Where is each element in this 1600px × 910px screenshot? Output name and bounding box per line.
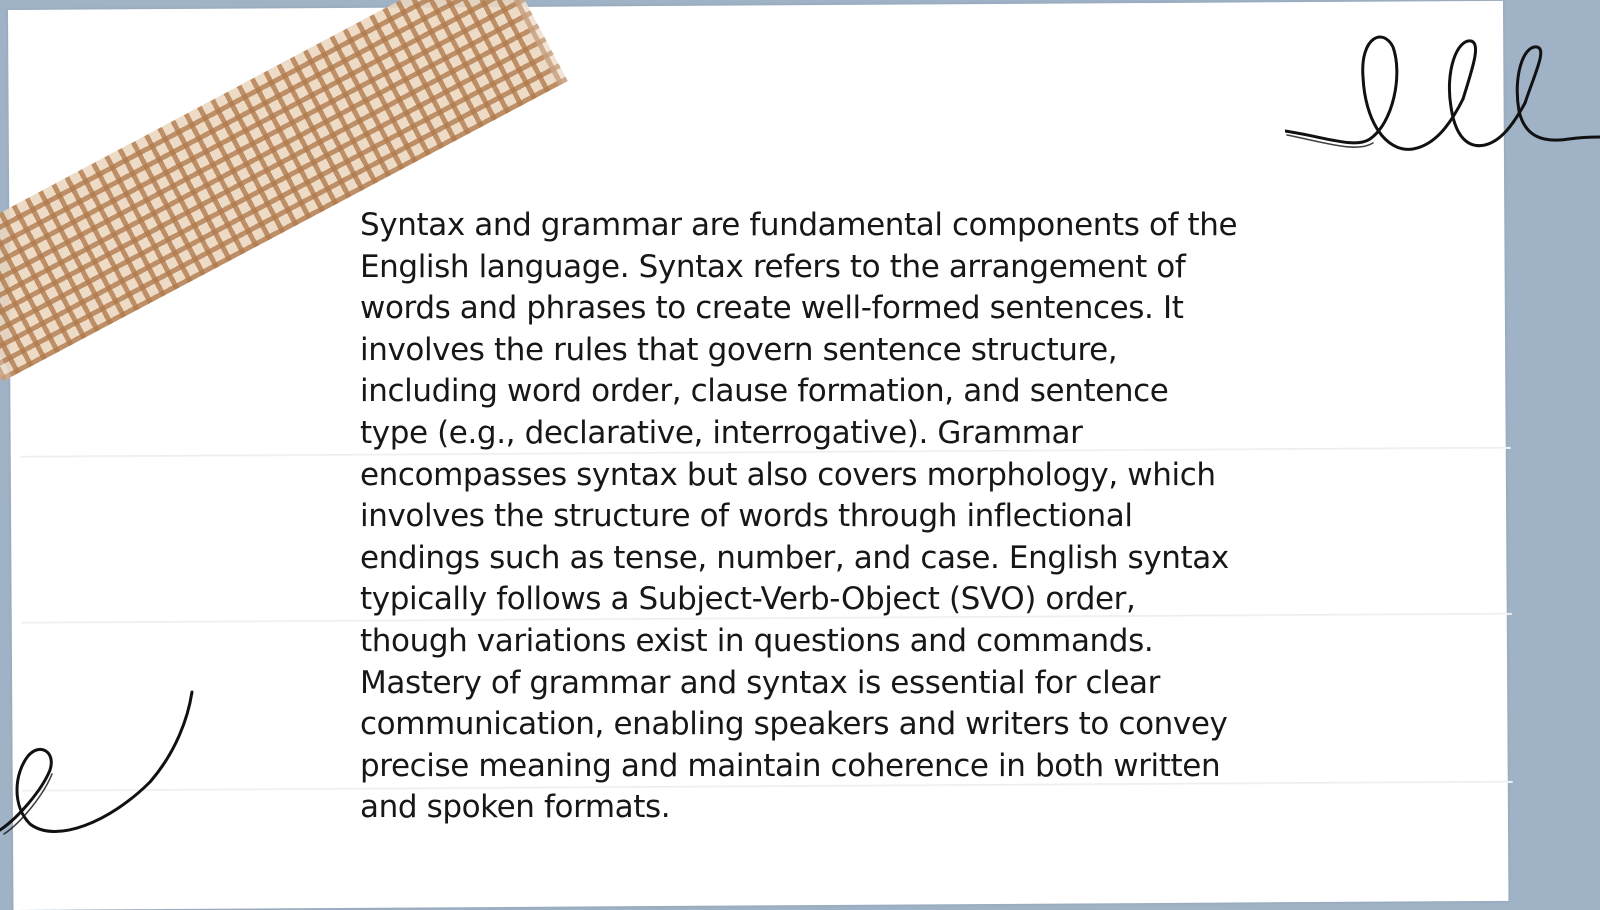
body-paragraph: Syntax and grammar are fundamental components of the English language. Syntax refers to the arrangement of words and phrases to create well-formed sentences. It involves the rules that govern sentence structure, including word order, clause formation, and sentence type (e.g., declarative, interrogative). Grammar encompasses syntax but also covers morphology, which involves the structure of words through inflectional endings such as tense, number, and case. English syntax typically follows a Subject-Verb-Object (SVO) order, though variations exist in questions and commands. Mastery of grammar and syntax is essential for clear communication, enabling speakers and writers to convey precise meaning and maintain coherence in both written and spoken formats.: [360, 207, 1238, 826]
tape-edge: [0, 244, 11, 381]
loop-scribble-icon: [1285, 25, 1600, 170]
curl-scribble-icon: [0, 690, 200, 850]
